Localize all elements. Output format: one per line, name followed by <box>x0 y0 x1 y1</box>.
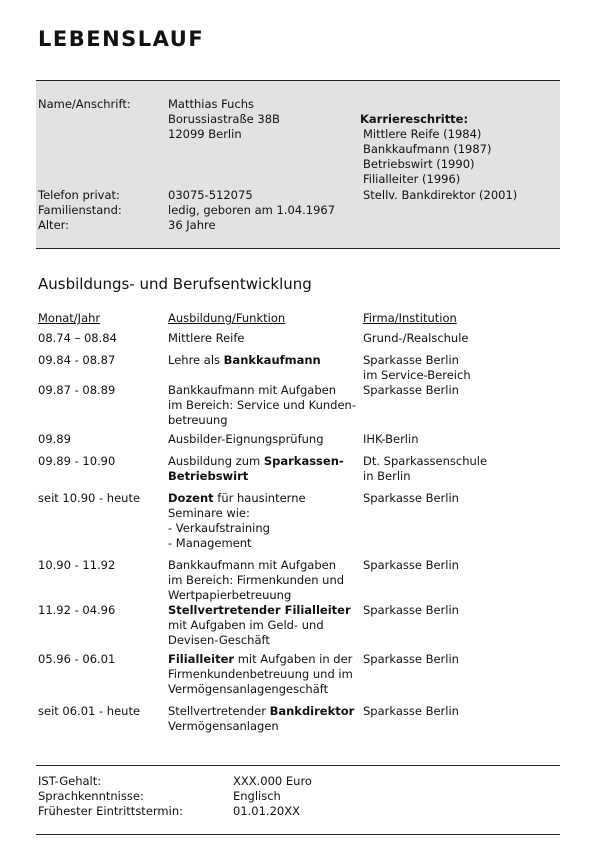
organization-line: Sparkasse Berlin <box>363 491 459 505</box>
languages-label: Sprachkenntnisse: <box>38 789 144 803</box>
name-value: Matthias Fuchs <box>168 97 255 111</box>
role-text-bold: Sparkassen- <box>263 454 344 468</box>
organization-line: Sparkasse Berlin <box>363 704 459 718</box>
city-value: 12099 Berlin <box>168 127 242 141</box>
role-line <box>168 469 344 484</box>
role-text-bold: Dozent <box>168 491 214 505</box>
role-line <box>168 506 306 521</box>
period-cell: 08.74 – 08.84 <box>38 331 117 345</box>
career-item: Bankkaufmann (1987) <box>363 142 492 156</box>
role-text: Mittlere Reife <box>168 331 245 345</box>
organization-line: Sparkasse Berlin <box>363 603 459 617</box>
salary-value: XXX.000 Euro <box>233 774 312 788</box>
role-text: für hausinterne <box>213 491 306 505</box>
organization-line: Sparkasse Berlin <box>363 558 459 572</box>
role-text: - Management <box>168 536 252 550</box>
status-label: Familienstand: <box>38 203 122 217</box>
personal-info-box <box>36 80 560 249</box>
organization-cell <box>363 432 418 447</box>
period-cell: 11.92 - 04.96 <box>38 603 116 617</box>
organization-line: IHK-Berlin <box>363 432 419 446</box>
role-line <box>168 573 344 588</box>
start-date-value: 01.01.20XX <box>233 804 300 818</box>
section-title: Ausbildungs- und Berufsentwicklung <box>38 275 312 293</box>
period-cell: 05.96 - 06.01 <box>38 652 116 666</box>
organization-line: Sparkasse Berlin <box>363 652 459 666</box>
role-line <box>168 558 344 573</box>
role-cell <box>168 491 306 551</box>
organization-cell <box>363 704 459 719</box>
role-text-bold: Bankkaufmann <box>223 353 321 367</box>
organization-cell <box>363 558 459 573</box>
role-line <box>168 432 324 447</box>
role-text: Vermögensanlagen <box>168 719 279 733</box>
role-line <box>168 454 344 469</box>
role-text: - Verkaufstraining <box>168 521 270 535</box>
role-text: Ausbilder-Eignungsprüfung <box>168 432 324 446</box>
role-text: Firmenkundenbetreuung und im <box>168 667 353 681</box>
salary-label: IST-Gehalt: <box>38 774 102 788</box>
role-cell <box>168 432 324 447</box>
role-cell <box>168 454 344 484</box>
role-line <box>168 652 353 667</box>
organization-line: Sparkasse Berlin <box>363 383 459 397</box>
street-value: Borussiastraße 38B <box>168 112 280 126</box>
organization-line: Sparkasse Berlin <box>363 353 459 367</box>
role-line <box>168 491 306 506</box>
period-cell: 09.84 - 08.87 <box>38 353 116 367</box>
role-cell <box>168 603 351 648</box>
organization-cell <box>363 603 459 618</box>
period-cell: 10.90 - 11.92 <box>38 558 116 572</box>
start-date-label: Frühester Eintrittstermin: <box>38 804 183 818</box>
column-header-role: Ausbildung/Funktion <box>168 311 286 325</box>
role-line <box>168 667 353 682</box>
role-line <box>168 618 351 633</box>
organization-line: Dt. Sparkassenschule <box>363 454 488 468</box>
role-text: Stellvertretender <box>168 704 270 718</box>
role-cell <box>168 558 344 603</box>
career-item: Filialleiter (1996) <box>363 172 461 186</box>
role-text: Lehre als <box>168 353 224 367</box>
age-label: Alter: <box>38 218 70 232</box>
footer-info <box>36 765 560 835</box>
age-value: 36 Jahre <box>168 218 216 232</box>
role-text-bold: Betriebswirt <box>168 469 249 483</box>
organization-cell <box>363 383 459 398</box>
role-text-bold: Stellvertretender Filialleiter <box>168 603 351 617</box>
languages-value: Englisch <box>233 789 281 803</box>
career-title: Karriereschritte: <box>360 112 469 126</box>
career-item: Mittlere Reife (1984) <box>363 127 482 141</box>
role-line <box>168 719 354 734</box>
role-cell <box>168 353 321 368</box>
period-cell: 09.87 - 08.89 <box>38 383 116 397</box>
period-cell: seit 06.01 - heute <box>38 704 141 718</box>
organization-line: Grund-/Realschule <box>363 331 469 345</box>
role-text: im Bereich: Service und Kunden- <box>168 398 356 412</box>
period-cell: 09.89 <box>38 432 71 446</box>
period-cell: seit 10.90 - heute <box>38 491 141 505</box>
organization-cell <box>363 491 459 506</box>
role-line <box>168 603 351 618</box>
organization-cell <box>363 331 469 346</box>
role-cell <box>168 383 356 428</box>
organization-cell <box>363 353 471 383</box>
column-header-organization: Firma/Institution <box>363 311 457 325</box>
role-text: Devisen-Geschäft <box>168 633 270 647</box>
phone-label: Telefon privat: <box>38 188 120 202</box>
role-text-bold: Filialleiter <box>168 652 235 666</box>
role-line <box>168 383 356 398</box>
role-text: Bankkaufmann mit Aufgaben <box>168 383 336 397</box>
role-cell <box>168 331 244 346</box>
organization-line: in Berlin <box>363 469 411 483</box>
role-text: Ausbildung zum <box>168 454 264 468</box>
page-title: LEBENSLAUF <box>38 27 205 51</box>
role-line <box>168 353 321 368</box>
role-line <box>168 588 344 603</box>
role-line <box>168 413 356 428</box>
role-line <box>168 331 244 346</box>
role-line <box>168 536 306 551</box>
status-value: ledig, geboren am 1.04.1967 <box>168 203 336 217</box>
role-line <box>168 704 354 719</box>
role-line <box>168 633 351 648</box>
role-text: betreuung <box>168 413 228 427</box>
organization-line: im Service-Bereich <box>363 368 471 382</box>
role-cell <box>168 652 353 697</box>
role-text: Seminare wie: <box>168 506 250 520</box>
organization-cell <box>363 454 487 484</box>
column-header-period: Monat/Jahr <box>38 311 101 325</box>
role-text-bold: Bankdirektor <box>269 704 355 718</box>
career-item: Betriebswirt (1990) <box>363 157 475 171</box>
role-text: Vermögensanlagengeschäft <box>168 682 329 696</box>
role-text: Bankkaufmann mit Aufgaben <box>168 558 336 572</box>
role-line <box>168 398 356 413</box>
role-text: mit Aufgaben in der <box>234 652 353 666</box>
role-text: Wertpapierbetreuung <box>168 588 292 602</box>
name-label: Name/Anschrift: <box>38 97 131 111</box>
role-text: im Bereich: Firmenkunden und <box>168 573 345 587</box>
role-cell <box>168 704 354 734</box>
organization-cell <box>363 652 459 667</box>
role-text: mit Aufgaben im Geld- und <box>168 618 324 632</box>
period-cell: 09.89 - 10.90 <box>38 454 116 468</box>
role-line <box>168 682 353 697</box>
phone-value: 03075-512075 <box>168 188 253 202</box>
role-line <box>168 521 306 536</box>
career-item: Stellv. Bankdirektor (2001) <box>363 188 518 202</box>
